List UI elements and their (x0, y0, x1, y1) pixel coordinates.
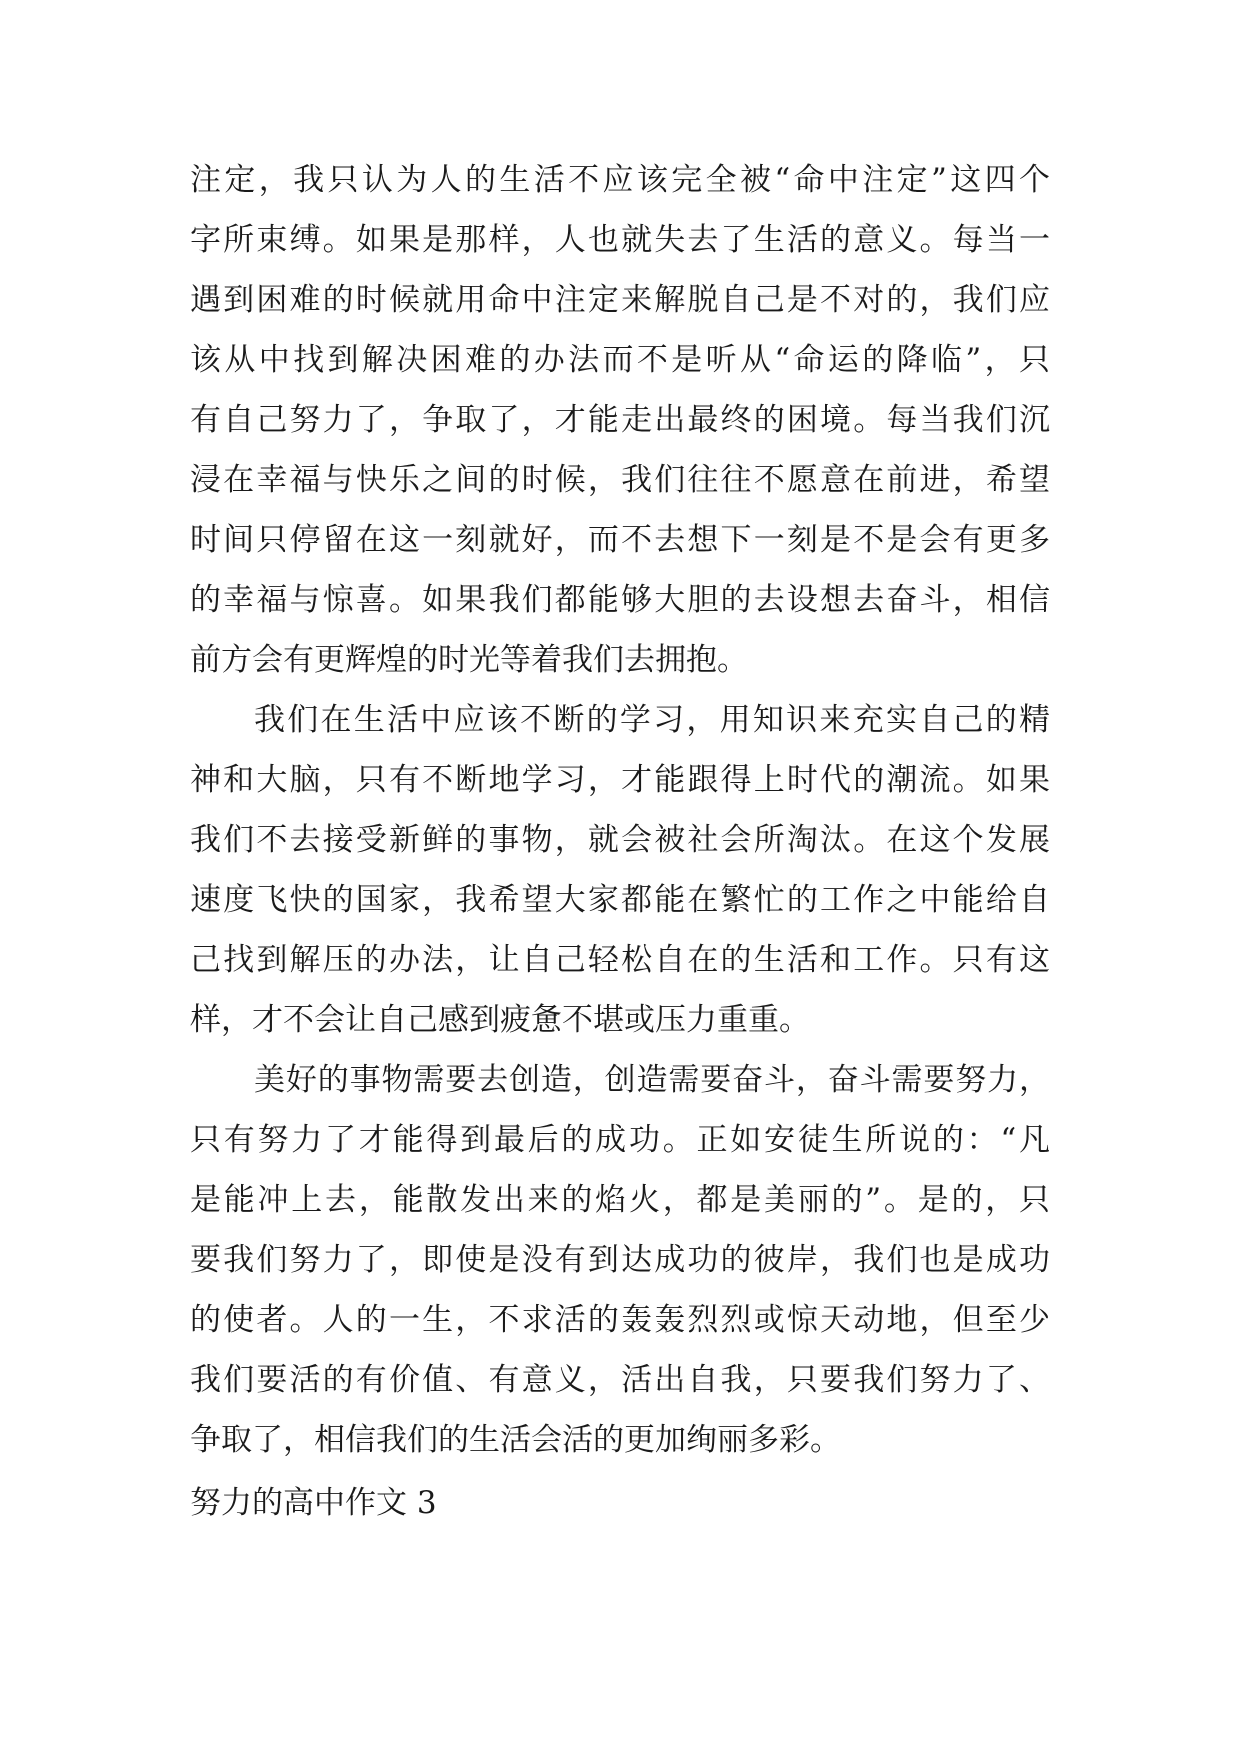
paragraph-line: 字所束缚。如果是那样，人也就失去了生活的意义。每当一 (190, 222, 1050, 258)
paragraph-line: 我们不去接受新鲜的事物，就会被社会所淘汰。在这个发展 (190, 822, 1050, 858)
paragraph-line: 浸在幸福与快乐之间的时候，我们往往不愿意在前进，希望 (190, 462, 1050, 498)
section-heading: 努力的高中作文 3 (190, 1485, 437, 1521)
paragraph-line: 遇到困难的时候就用命中注定来解脱自己是不对的，我们应 (190, 282, 1050, 318)
paragraph-line: 我们要活的有价值、有意义，活出自我，只要我们努力了、 (190, 1362, 1050, 1398)
paragraph-line: 己找到解压的办法，让自己轻松自在的生活和工作。只有这 (190, 942, 1050, 978)
paragraph-line: 注定，我只认为人的生活不应该完全被“命中注定”这四个 (190, 162, 1050, 198)
essay-body (190, 150, 1050, 1470)
paragraph-line: 神和大脑，只有不断地学习，才能跟得上时代的潮流。如果 (190, 762, 1050, 798)
paragraph-line: 要我们努力了，即使是没有到达成功的彼岸，我们也是成功 (190, 1242, 1050, 1278)
paragraph-2 (190, 690, 1050, 1050)
paragraph-line: 是能冲上去，能散发出来的焰火，都是美丽的”。是的，只 (190, 1182, 1050, 1218)
paragraph-1 (190, 150, 1050, 690)
paragraph-line: 的幸福与惊喜。如果我们都能够大胆的去设想去奋斗，相信 (190, 582, 1050, 618)
paragraph-line: 只有努力了才能得到最后的成功。正如安徒生所说的：“凡 (190, 1122, 1050, 1158)
paragraph-line: 样，才不会让自己感到疲惫不堪或压力重重。 (190, 1002, 810, 1038)
paragraph-line: 前方会有更辉煌的时光等着我们去拥抱。 (190, 642, 748, 678)
paragraph-line: 速度飞快的国家，我希望大家都能在繁忙的工作之中能给自 (190, 882, 1050, 918)
paragraph-line: 美好的事物需要去创造，创造需要奋斗，奋斗需要努力， (254, 1062, 1050, 1098)
paragraph-line: 该从中找到解决困难的办法而不是听从“命运的降临”，只 (190, 342, 1050, 378)
paragraph-line: 我们在生活中应该不断的学习，用知识来充实自己的精 (254, 702, 1050, 738)
paragraph-line: 争取了，相信我们的生活会活的更加绚丽多彩。 (190, 1422, 841, 1458)
paragraph-line: 时间只停留在这一刻就好，而不去想下一刻是不是会有更多 (190, 522, 1050, 558)
paragraph-line: 有自己努力了，争取了，才能走出最终的困境。每当我们沉 (190, 402, 1050, 438)
paragraph-line: 的使者。人的一生，不求活的轰轰烈烈或惊天动地，但至少 (190, 1302, 1050, 1338)
paragraph-3 (190, 1050, 1050, 1470)
